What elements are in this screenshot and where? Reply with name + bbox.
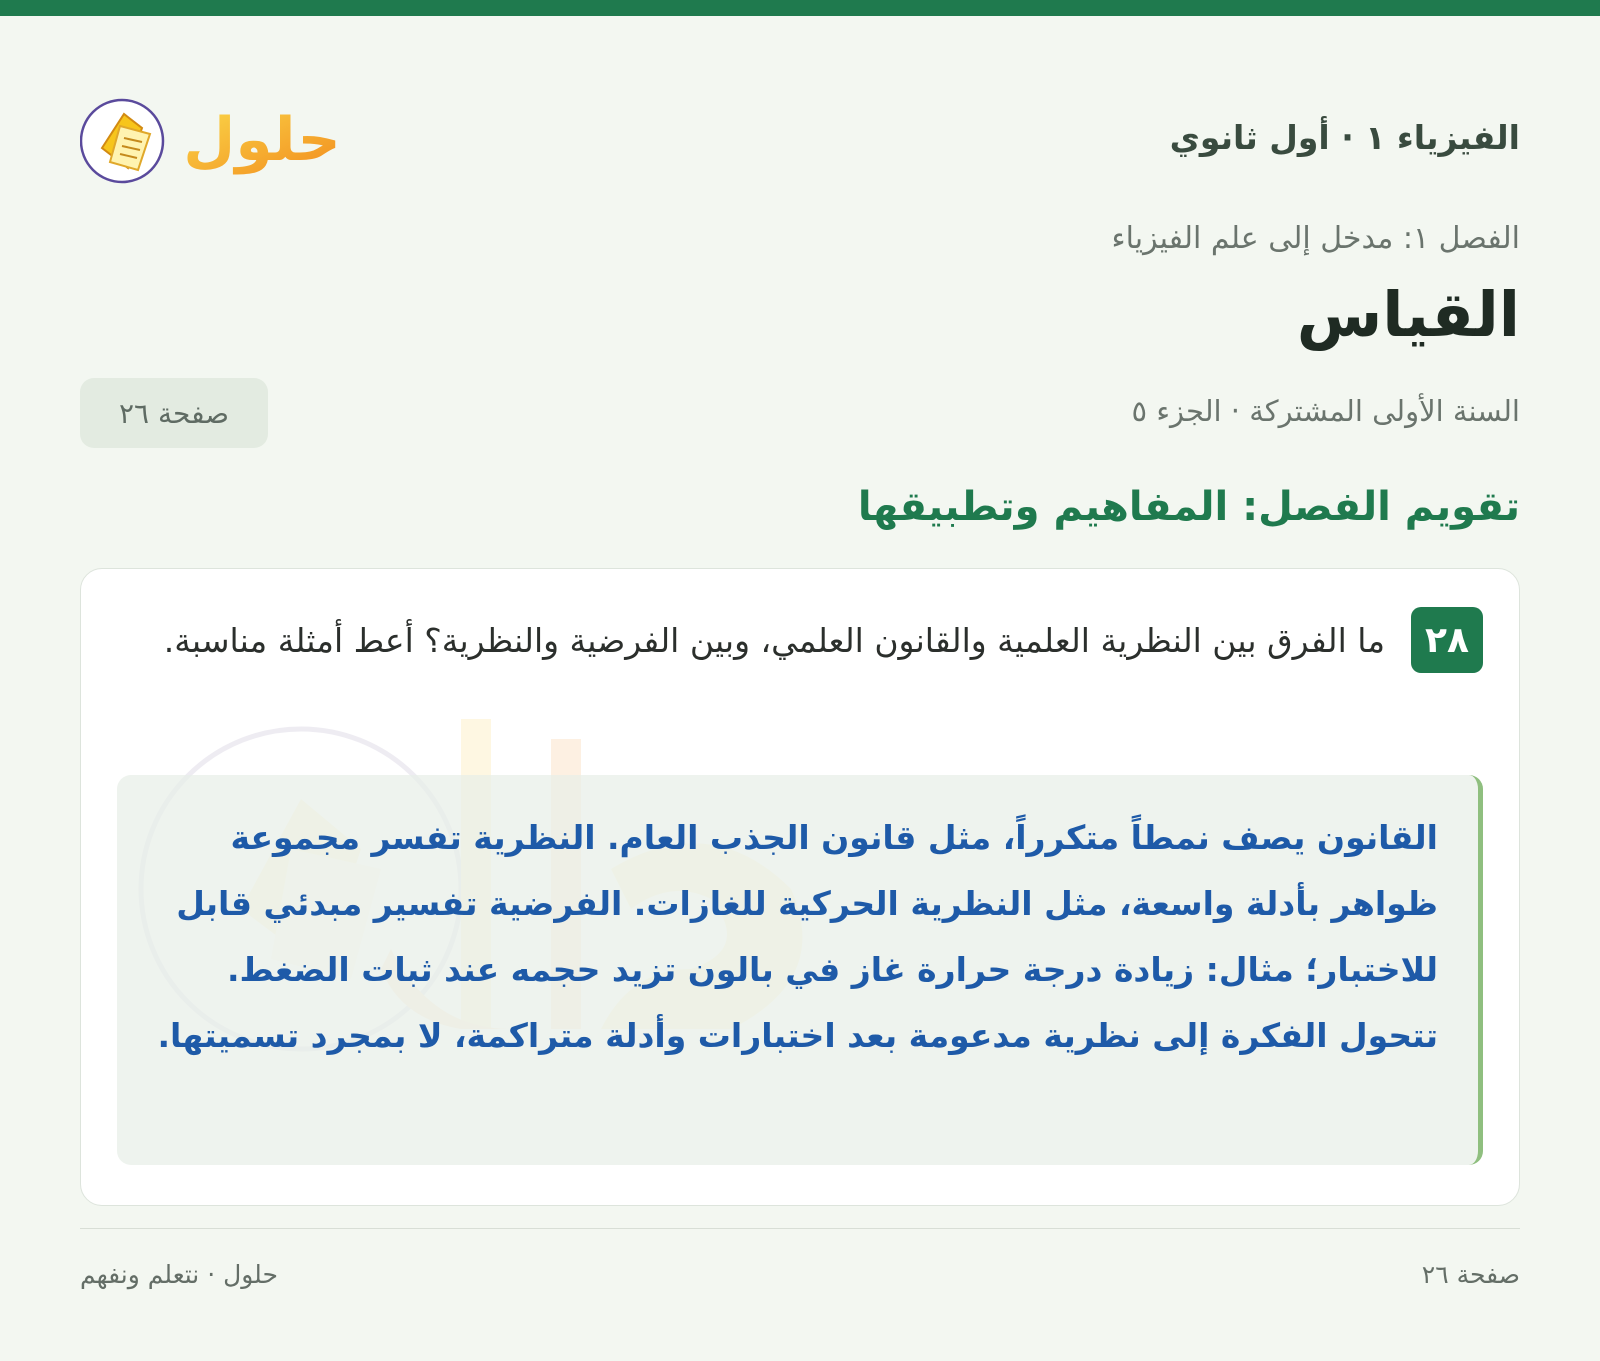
question-number: ٢٨ [1411, 607, 1483, 673]
lesson-meta: السنة الأولى المشتركة · الجزء ٥ [1131, 394, 1520, 428]
book-emblem-icon [80, 78, 360, 188]
question-text: ما الفرق بين النظرية العلمية والقانون العلمي، وبين الفرضية والنظرية؟ أعط أمثلة مناسبة. [163, 621, 1385, 660]
logo-text: حلول [183, 105, 341, 175]
top-accent-bar [0, 0, 1600, 16]
site-logo[interactable] [80, 78, 360, 188]
page-badge: صفحة ٢٦ [80, 378, 268, 448]
footer-divider [80, 1228, 1520, 1229]
chapter-label: الفصل ١: مدخل إلى علم الفيزياء [1111, 221, 1520, 256]
header [80, 78, 1520, 188]
section-title: تقويم الفصل: المفاهيم وتطبيقها [857, 484, 1520, 530]
answer-box [117, 775, 1483, 1165]
book-title: الفيزياء ١ · أول ثانوي [1169, 118, 1520, 157]
lesson-title: القياس [1296, 278, 1520, 351]
page [80, 16, 1520, 1361]
answer-text: القانون يصف نمطاً متكرراً، مثل قانون الجذب العام. النظرية تفسر مجموعة ظواهر بأدلة واسعة، مثل النظرية الحركية للغازات. الفرضية تفسير مبدئي قابل للاختبار؛ مثال: زيادة درجة حرارة غاز في بالون تزيد حجمه عند ثبات الضغط. تتحول الفكرة إلى نظرية مدعومة بعد اختبارات وأدلة متراكمة، لا بمجرد تسميتها. [157, 818, 1438, 1055]
footer-page-number: صفحة ٢٦ [1421, 1260, 1520, 1289]
question-card [80, 568, 1520, 1206]
footer-brand: حلول · نتعلم ونفهم [80, 1260, 278, 1289]
